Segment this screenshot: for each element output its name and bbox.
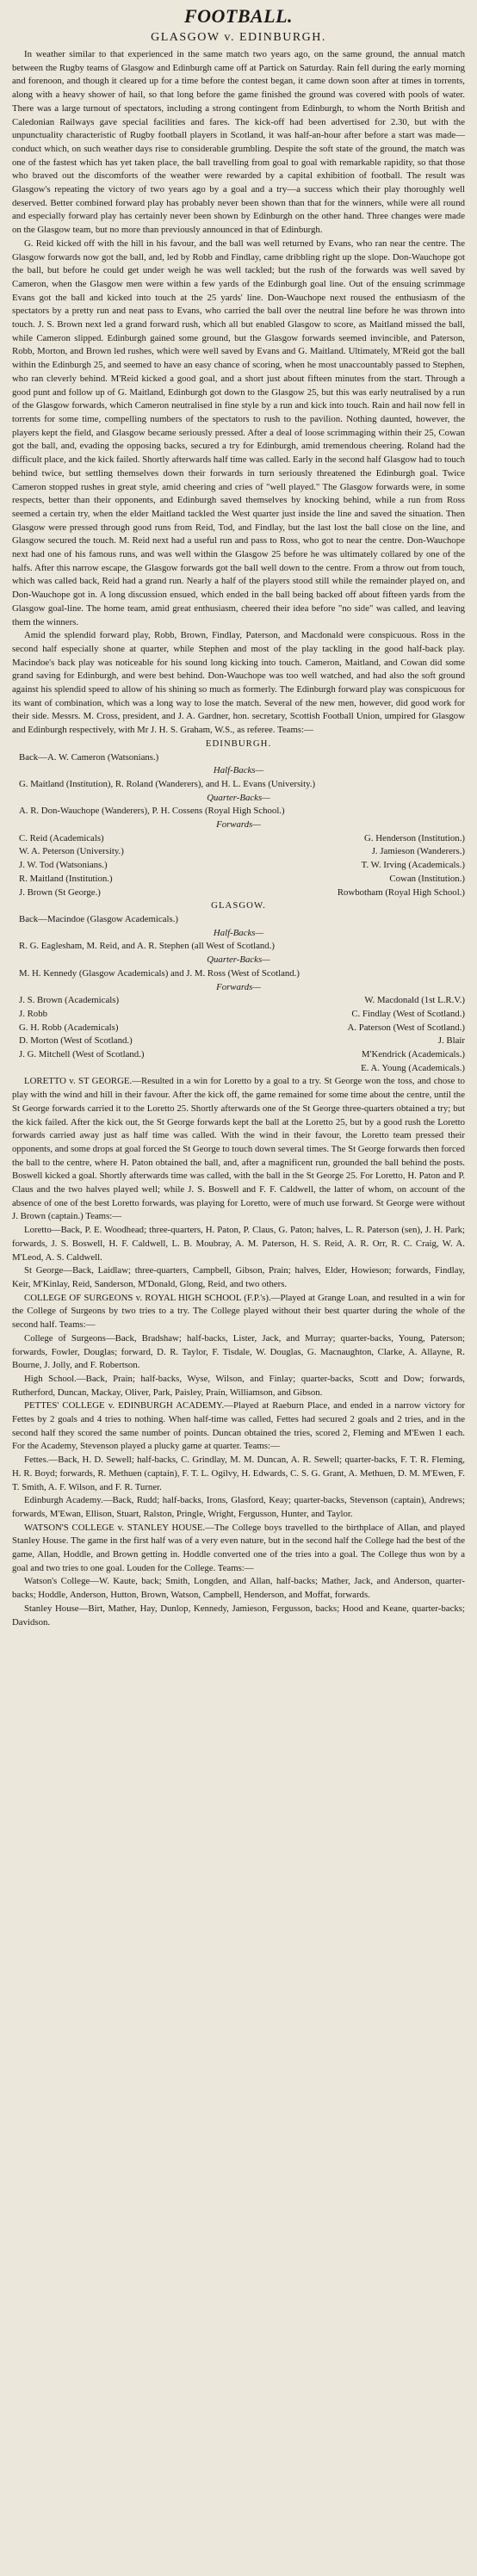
halfbacks-label: Half-Backs— [213,765,264,776]
forward-row [12,845,465,859]
forward-name [12,1062,19,1076]
team-heading-edinburgh: EDINBURGH. [205,738,272,749]
team-halfbacks: G. Maitland (Institution), R. Roland (Wanderers), and H. L. Evans (University.) [19,778,316,789]
forward-row [12,1062,465,1076]
forward-name: T. W. Irving (Academicals.) [361,860,465,871]
forward-row [12,859,465,873]
forward-row [12,886,465,900]
forward-name: J. W. Tod (Watsonians.) [19,860,108,871]
forward-name: G. Henderson (Institution.) [364,832,465,843]
forwards-list-edinburgh [12,832,465,900]
paragraph: Edinburgh Academy.—Back, Rudd; half-backs, Irons, Glasford, Keay; quarter-backs, Stevenson (captain), Andrews; forwards, M'Ewan, Ellison, Stuart, Ralston, Pringle, Wright, Fergusson, Hunter, and Taylor. [12,1495,465,1519]
forward-row [12,994,465,1008]
team-quarterbacks: M. H. Kennedy (Glasgow Academicals) and J. M. Ross (West of Scotland.) [19,967,300,979]
forward-name: J. Blair [437,1035,465,1047]
paragraph: Loretto—Back, P. E. Woodhead; three-quarters, H. Paton, P. Claus, G. Paton; halves, L. R. Paterson (sen), J. H. Park; forwards, J. S. Boswell, H. F. Caldwell, L. B. Moubray, A. M. Paterson, H. S. Reid, A. R. Orr, R. C. Craig, W. A. M'Leod, A. S. Caldwell. [12,1225,465,1263]
forward-row [12,832,465,846]
forward-row [12,1048,465,1062]
paragraph: Stanley House—Birt, Mather, Hay, Dunlop, Kennedy, Jamieson, Fergusson, backs; Hood and Keane, quarter-backs; Davidson. [12,1603,465,1628]
paragraph: G. Reid kicked off with the hill in his favour, and the ball was well returned by Evans, who ran near the centre. The Glasgow forwards now got the ball, and, led by Robb and Findlay, came dribbling right up the slope. Don-Wauchope got the ball, but before he could get under weigh he was well tackled; but the rush of the forwards was well saved by Cameron, when the Glasgow men were within a few yards of the Edinburgh goal line. Out of the ensuing scrimmage Evans got the ball and kicked into touch at the 25 yards' line. Don-Wauchope next roused the enthusiasm of the spectators by a pretty run and neat pass to Evans, who carried the ball over the neutral line before he was thrown into touch. J. S. Brown next led a grand forward rush, which all but enabled Glasgow to score, as Maitland missed the ball, while Cameron slipped. Edinburgh gained some ground, but the Glasgow forwards seemed invincible, and Paterson, Robb, Morton, and Brown led rushes, which were well saved by Evans and G. Maitland. Ultimately, M'Reid got the ball within the Edinburgh 25, and seemed to have an easy chance of scoring, when he most unaccountably passed to Stephen, who ran cleverly behind. M'Reid kicked a good goal, and a short just about fifteen minutes from the start. Through a good punt and follow up of G. Maitland, Edinburgh got down to the Glasgow 25, but this was early neutralised by a run of the Glasgow forwards, which Cameron neutralised in fine style by a run and kick into touch. Rain and hail now fell in torrents for some time, compelling numbers of the spectators to rush to the pavilion. Nothing daunted, however, the players kept the field, and Glasgow became seriously pressed. After a deal of loose scrimmaging within their 25, Cowan got the ball, and, evading the opposing backs, secured a try for Edinburgh, amid tremendous cheering. Roland had the difficult place, and the kick failed. Shortly afterwards half time was called. Early in the second half Glasgow had to touch behind twice, but settling themselves down their forwards in turn seriously threatened the Edinburgh goal. Twice Cameron stopped rushes in great style, amid cheering and cries of "well played." The Glasgow forwards were, in some respects, better than their opponents, and Edinburgh saved themselves by knocking behind, while a run from Ross seemed a certain try, when the elder Maitland tackled the West quarter just inside the line and saved the situation. Then Glasgow were pressed through good runs from Reid, Tod, and Findlay, but the last lost the ball close on the line, and Glasgow secured the touch. M. Reid next had a useful run and pass to Ross, who got to near the centre. Don-Wauchope next had one of his famous runs, and was well within the Glasgow 25 before he was ultimately collared by one of the halfs. After this narrow escape, the Glasgow forwards got the ball well down to the centre. From a throw out from touch, which was called back, Reid had a grand run. Nearly a half of the players stood still while the remainder played on, and Don-Wauchope got in. A long discussion ensued, which ended in the ball being backed off about fifteen yards from the Glasgow goal-line. The home team, amid great enthusiasm, cheered their idea before "no side" was called, and leaving them the winners. [12,238,465,627]
forwards-list-glasgow [12,994,465,1075]
forward-name: J. Brown (St George.) [19,886,101,898]
forward-name: J. Jamieson (Wanderers.) [371,846,465,857]
forward-name: R. Maitland (Institution.) [19,873,113,884]
paragraph: High School.—Back, Prain; half-backs, Wyse, Wilson, and Finlay; quarter-backs, Scott and Dow; forwards, Rutherford, Duncan, Mackay, Oliver, Park, Paisley, Prain, Williamson, and Gibson. [12,1373,465,1398]
forward-row [12,1008,465,1022]
article-subtitle: GLASGOW v. EDINBURGH. [151,31,326,44]
forward-name: M'Kendrick (Academicals.) [361,1049,465,1060]
forward-name: Cowan (Institution.) [389,873,465,884]
paragraph: WATSON'S COLLEGE v. STANLEY HOUSE.—The College boys travelled to the birthplace of Allan, and played Stanley House. The game in the first half was of a very even nature, but in the second half the College had the best of the game, Allan, Hoddle, and Brown getting in. Hoddle converted one of the tries into a goal. The College thus won by a goal and two tries to one goal. Louden for the College. Teams:— [12,1522,465,1573]
quarter-label: Quarter-Backs— [207,792,270,803]
paragraph: College of Surgeons—Back, Bradshaw; half-backs, Lister, Jack, and Murray; quarter-backs, Young, Paterson; forwards, Fowler, Douglas; forward, D. R. Taylor, F. Tisdale, W. Douglas, G. Macnaughton, Clarke, A. Allayne, R. Bourne, J. Jolly, and F. Robertson. [12,1332,465,1371]
forward-name: J. Robb [19,1008,47,1019]
forward-name: G. H. Robb (Academicals) [19,1022,119,1033]
forward-name: A. Paterson (West of Scotland.) [347,1022,465,1033]
forward-name: C. Findlay (West of Scotland.) [351,1008,465,1019]
paragraph: Amid the splendid forward play, Robb, Brown, Findlay, Paterson, and Macdonald were conspicuous. Ross in the second half especially shone at quarter, while Stephen and most of the play tackling in the good half-back play. Macindoe's back play was noticeable for his sound long kicking into touch. Cameron, Maitland, and Cowan did some grand saving for Edinburgh, and were best behind. Don-Wauchope was too well watched, and had also the soft ground against his splendid speed to allow of his shining so much as formerly. The Edinburgh forward play was conspicuous for its want of combination, which was a long way to lose the match. Several of the new men, however, did good work for their side. Messrs. M. Cross, president, and J. A. Gardner, hon. secretary, Scottish Football Union, umpired for Glasgow and Edinburgh respectively, with Mr J. H. S. Graham, W.S., as referee. Teams:— [12,630,465,736]
forwards-label: Forwards— [216,819,261,831]
article-body [12,48,465,1629]
quarter-label: Quarter-Backs— [207,954,270,966]
forward-row [12,1035,465,1048]
team-back: Back—Macindoe (Glasgow Academicals.) [19,914,178,924]
forward-name: C. Reid (Academicals) [19,832,104,843]
forward-name: W. Macdonald (1st L.R.V.) [364,995,465,1006]
paragraph: St George—Back, Laidlaw; three-quarters, Campbell, Gibson, Prain; halves, Elder, Howieson; forwards, Findlay, Keir, M'Kinlay, Reid, Sanderson, M'Donald, Glong, Reid, and two others. [12,1265,465,1289]
paragraph: Watson's College—W. Kaute, back; Smith, Longden, and Allan, half-backs; Mather, Jack, and Anderson, quarter-backs; Hoddle, Anderson, Hutton, Brown, Watson, Campbell, Henderson, and Moffat, forwards. [12,1576,465,1601]
forward-row [12,1022,465,1035]
paragraph: In weather similar to that experienced in the same match two years ago, on the same ground, the annual match between the Rugby teams of Glasgow and Edinburgh came off at Partick on Saturday. Rain fell during the early morning and forenoon, and though it cleared up for a time before the contest began, it came down soon after at times in torrents, along with a heavy shower of hail, so that long before the game finished the ground was covered with pools of water. There was a large turnout of spectators, including a strong contingent from Edinburgh, to whom the North British and Caledonian Railways gave special facilities and fares. The kick-off had been advertised for 2.30, but with the unpunctuality characteristic of Rugby football players in Scotland, it was half-an-hour after before a start was made—conduct which, on such weather days rise to considerable grumbling. Despite the soft state of the ground, the match was one of the fastest which has yet taken place, the ball travelling from goal to goal with remarkable rapidity, so that those who braved out the discomforts of the weather were rewarded by a capital exhibition of football. The result was Glasgow's repeating the victory of two years ago by a goal and a try—a success which their play thoroughly well deserved. Better combined forward play has probably never been shown than that for the winners, while were all round and especially forward play has certainly never been shown by Edinburgh on the other hand. Three changes were made on the Glasgow team, but no more than previously announced in that of Edinburgh. [12,49,465,236]
team-halfbacks: R. G. Eaglesham, M. Reid, and A. R. Stephen (all West of Scotland.) [19,941,276,952]
team-quarterbacks: A. R. Don-Wauchope (Wanderers), P. H. Cossens (Royal High School.) [19,806,285,817]
forward-name: D. Morton (West of Scotland.) [19,1035,133,1047]
forward-name: W. A. Peterson (University.) [19,846,124,857]
forward-name: E. A. Young (Academicals.) [361,1062,465,1073]
forward-row [12,873,465,886]
team-heading-glasgow: GLASGOW. [211,900,266,911]
halfbacks-label: Half-Backs— [213,927,264,938]
article-title: FOOTBALL. [183,5,294,27]
forwards-label: Forwards— [216,981,261,992]
paragraph: Fettes.—Back, H. D. Sewell; half-backs, C. Grindlay, M. M. Duncan, A. R. Sewell; quarter-backs, F. T. R. Fleming, H. R. Boyd; forwards, R. Methuen (captain), F. T. L. Ogilvy, H. Edwards, C. S. G. Grant, A. Methuen, D. M. M'Ewen, F. T. Smith, A. F. Wilson, and F. R. Turner. [12,1455,465,1492]
team-back: Back—A. W. Cameron (Watsonians.) [19,751,159,763]
paragraph: COLLEGE OF SURGEONS v. ROYAL HIGH SCHOOL (F.P.'s).—Played at Grange Loan, and resulted in a win for the College of Surgeons by two tries to a try. The College played without their best quarter during the whole of the second half. Teams:— [12,1292,465,1331]
forward-name: Rowbotham (Royal High School.) [337,886,465,898]
forward-name: J. G. Mitchell (West of Scotland.) [19,1049,145,1060]
paragraph: LORETTO v. ST GEORGE.—Resulted in a win for Loretto by a goal to a try. St George won the toss, and chose to play with the wind and hill in their favour. After the kick off, the game remained for some time about the centre, until the St George forwards carried it to the Loretto 25. Shortly afterwards one of the St George three-quarters obtained a try; but the kick failed. After the kick out, the St George forwards kept the ball at the Loretto 25, but by a good rush the Loretto forwards carried away just as half time was called. With the wind in their favour, the Loretto team pressed their opponents, and some drops at goal forced the St George to touch down several times. The St George forwards then forced the ball to the centre, where H. Paton obtained the ball, and, after a magnificent run, grounded the ball behind the posts. Boswell kicked a goal. Shortly afterwards time was called, with the ball in the St George 25. For Loretto, H. Paton and P. Claus and the two halves played well; while J. S. Boswell and F. F. Caldwell, the latter of whom, on account of the absence of one of the best Loretto forwards, was playing for Loretto, were of much use forward. St George were without J. Brown (captain.) Teams:— [12,1076,465,1222]
forward-name: J. S. Brown (Academicals) [19,995,120,1006]
paragraph: PETTES' COLLEGE v. EDINBURGH ACADEMY.—Played at Raeburn Place, and ended in a narrow victory for Fettes by 2 goals and 4 tries to nothing. When half-time was called, Fettes had secured 2 goals and 2 tries, and in the second half they scored the same number of points. Duncan obtained the tries, scored 2, Fleming and M'Ewen 1 each. For the Academy, Stevenson played a plucky game at quarter. Teams:— [12,1400,465,1452]
